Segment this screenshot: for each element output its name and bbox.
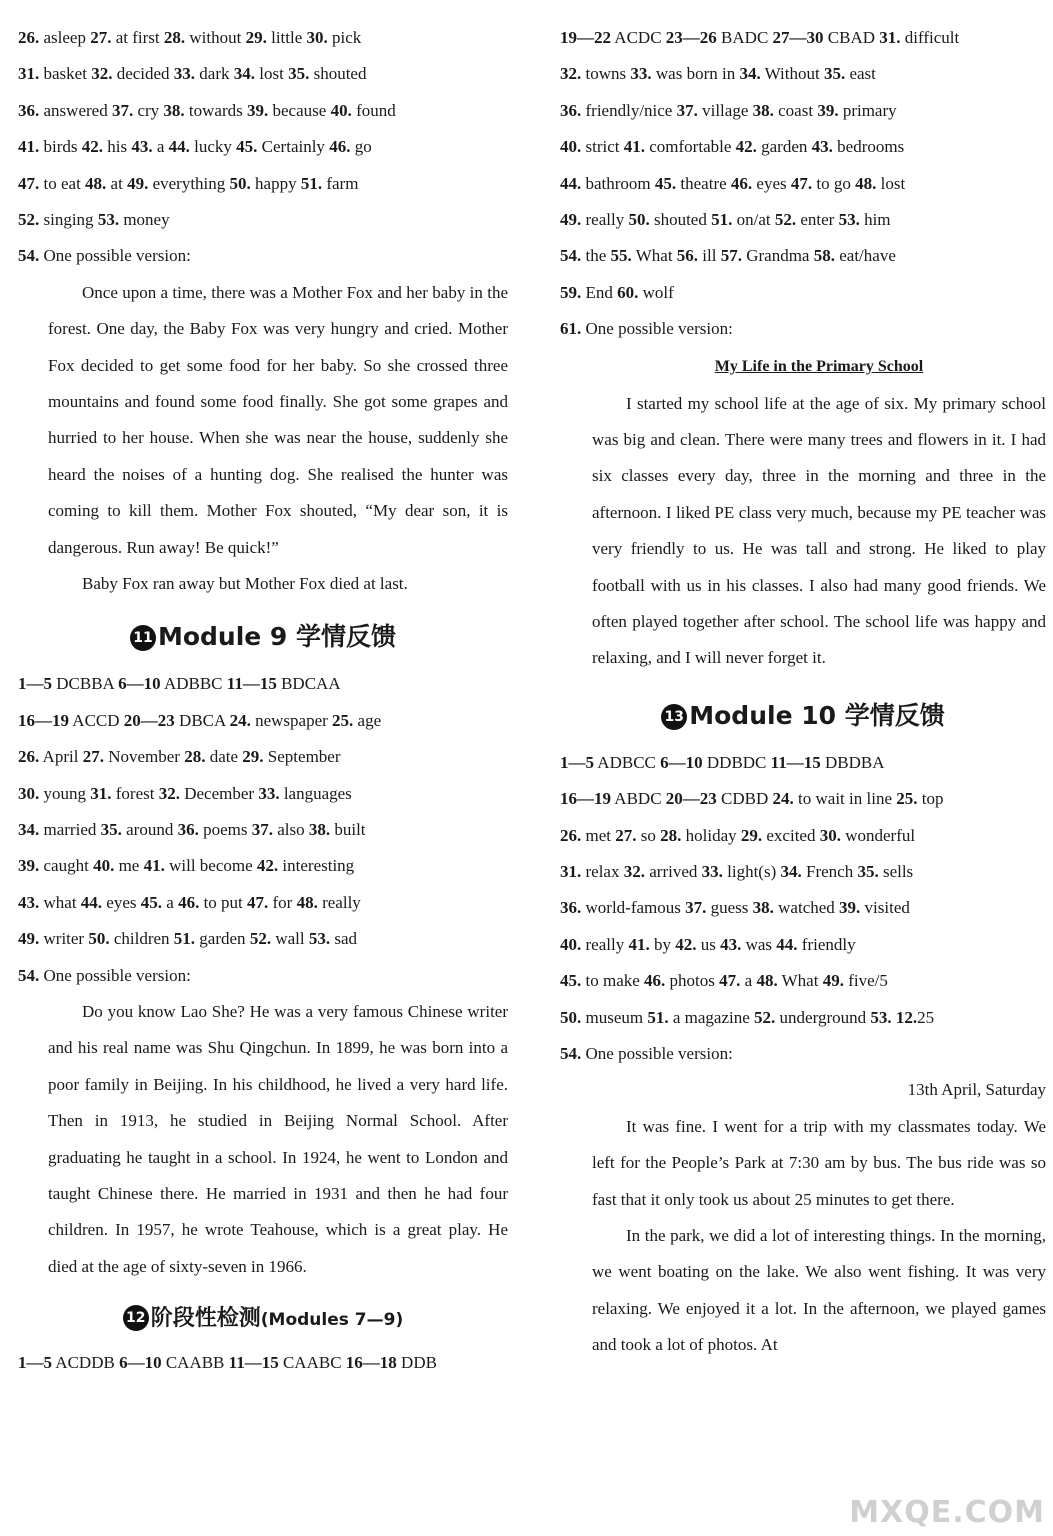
answers-block-2 xyxy=(18,666,508,994)
essay-primary-school xyxy=(560,348,1046,677)
essay-paragraph: I started my school life at the age of six. My primary school was big and clean. There were many trees and flowers in it. I had six classes every day, three in the morning and three in the afternoon. I liked PE class very much, because my PE teacher was very friendly to us. He was tall and strong. He liked to play football with us in his classes. I also had many good friends. We often played together after school. The school life was happy and relaxing, and I will never forget it. xyxy=(592,393,1046,668)
answer-line: 19—22 ACDC 23—26 BADC 27—30 CBAD 31. difficult xyxy=(560,28,960,47)
section-heading-text: Module 10 学情反馈 xyxy=(689,700,945,730)
essay-paragraph: In the park, we did a lot of interesting things. In the morning, we went boating on the lake. We also went fishing. It was very relaxing. We enjoyed it a lot. In the afternoon, we played games and took a lot of photos. At xyxy=(592,1225,1046,1355)
answer-line: 41. birds 42. his 43. a 44. lucky 45. Certainly 46. go xyxy=(18,137,372,157)
essay-paragraph: Do you know Lao She? He was a very famous Chinese writer and his real name was Shu Qingchun. In 1899, he was born into a poor family in Beijing. In his childhood, he lived a very hard life. Then in 1913, he studied in Beijing Normal School. After graduating he taught in a school. In 1924, he went to London and taught Chinese there. He married in 1931 and then he had four children. In 1957, he wrote Teahouse, which is a great play. He died at the age of sixty-seven in 1966. xyxy=(48,1001,508,1276)
essay-lao-she xyxy=(18,994,508,1285)
answer-line: 16—19 ABDC 20—23 CDBD 24. to wait in line 25. top xyxy=(560,789,944,809)
answer-line: 40. strict 41. comfortable 42. garden 43. bedrooms xyxy=(560,137,905,157)
answer-line: 50. museum 51. a magazine 52. underground 53. 12.25 xyxy=(560,1007,935,1027)
essay-paragraph: It was fine. I went for a trip with my classmates today. We left for the People’s Park at 7:30 am by bus. The bus ride was so fast that it only took us about 25 minutes to get there. xyxy=(592,1116,1046,1209)
answer-line: 32. towns 33. was born in 34. Without 35. east xyxy=(560,64,876,84)
answer-line: 40. really 41. by 42. us 43. was 44. friendly xyxy=(560,934,856,954)
answer-line: 54. One possible version: xyxy=(18,965,191,985)
section-heading-text: Module 9 学情反馈 xyxy=(157,622,397,652)
answer-line: 54. One possible version: xyxy=(18,246,191,266)
answer-line: 30. young 31. forest 32. December 33. languages xyxy=(18,783,352,803)
answer-line: 1—5 ACDDB 6—10 CAABB 11—15 CAABC 16—18 DDB xyxy=(18,1353,437,1373)
answer-line: 49. writer 50. children 51. garden 52. wall 53. sad xyxy=(18,929,358,949)
answer-line: 54. the 55. What 56. ill 57. Grandma 58. eat/have xyxy=(560,246,896,266)
diary-date: 13th April, Saturday xyxy=(907,1080,1046,1100)
essay-paragraph: Baby Fox ran away but Mother Fox died at last. xyxy=(82,573,408,593)
answer-line: 26. asleep 27. at first 28. without 29. little 30. pick xyxy=(18,28,362,47)
essay-diary xyxy=(560,1072,1046,1363)
answer-line: 36. answered 37. cry 38. towards 39. because 40. found xyxy=(18,100,396,120)
essay-fox xyxy=(18,275,508,603)
essay-paragraph: Once upon a time, there was a Mother Fox and her baby in the forest. One day, the Baby Fox was very hungry and cried. Mother Fox decided to get some food for her baby. So she crossed three mountains and found some food finally. She got some grapes and hurried to her house. When she was near the house, suddenly she heard the noises of a hunting dog. She realised the hunter was coming to kill them. Mother Fox shouted, “My dear son, it is dangerous. Run away! Be quick!” xyxy=(48,282,508,557)
section-heading-module-10 xyxy=(560,687,1046,745)
answer-line: 36. world-famous 37. guess 38. watched 39. visited xyxy=(560,898,910,918)
essay-title: My Life in the Primary School xyxy=(714,357,924,375)
answer-line: 31. relax 32. arrived 33. light(s) 34. French 35. sells xyxy=(560,861,914,881)
section-heading-stage-test xyxy=(18,1293,508,1345)
watermark: MXQE.COM xyxy=(849,1495,1045,1530)
answer-line: 36. friendly/nice 37. village 38. coast 39. primary xyxy=(560,100,897,120)
answer-line: 16—19 ACCD 20—23 DBCA 24. newspaper 25. age xyxy=(18,710,382,730)
answer-line: 47. to eat 48. at 49. everything 50. happy 51. farm xyxy=(18,173,359,193)
answer-line: 45. to make 46. photos 47. a 48. What 49. five/5 xyxy=(560,971,888,991)
answer-line: 52. singing 53. money xyxy=(18,209,170,229)
answer-line: 61. One possible version: xyxy=(560,319,733,339)
answers-block-1 xyxy=(18,0,508,275)
answer-line: 1—5 DCBBA 6—10 ADBBC 11—15 BDCAA xyxy=(18,674,341,694)
answer-line: 39. caught 40. me 41. will become 42. interesting xyxy=(18,856,355,876)
right-column xyxy=(560,0,1046,1364)
section-number-badge: 11 xyxy=(130,625,156,651)
answer-line: 54. One possible version: xyxy=(560,1043,733,1063)
answers-block-3 xyxy=(18,1345,508,1381)
answer-line: 26. met 27. so 28. holiday 29. excited 30. wonderful xyxy=(560,825,916,845)
answers-block-5 xyxy=(560,745,1046,1073)
answer-line: 1—5 ADBCC 6—10 DDBDC 11—15 DBDBA xyxy=(560,752,885,772)
answer-line: 43. what 44. eyes 45. a 46. to put 47. for 48. really xyxy=(18,892,361,912)
answer-line: 34. married 35. around 36. poems 37. also 38. built xyxy=(18,819,366,839)
answer-line: 59. End 60. wolf xyxy=(560,282,674,302)
section-heading-subtitle: (Modules 7—9) xyxy=(260,1310,404,1331)
answer-line: 49. really 50. shouted 51. on/at 52. enter 53. him xyxy=(560,209,891,229)
answer-line: 31. basket 32. decided 33. dark 34. lost 35. shouted xyxy=(18,64,367,84)
answers-block-4 xyxy=(560,0,1046,348)
section-heading-module-9 xyxy=(18,608,508,666)
section-number-badge: 12 xyxy=(123,1305,149,1331)
section-number-badge: 13 xyxy=(661,704,687,730)
answer-line: 26. April 27. November 28. date 29. September xyxy=(18,747,341,767)
left-column xyxy=(18,0,508,1382)
answer-line: 44. bathroom 45. theatre 46. eyes 47. to go 48. lost xyxy=(560,173,906,193)
section-heading-text: 阶段性检测 xyxy=(150,1306,261,1332)
